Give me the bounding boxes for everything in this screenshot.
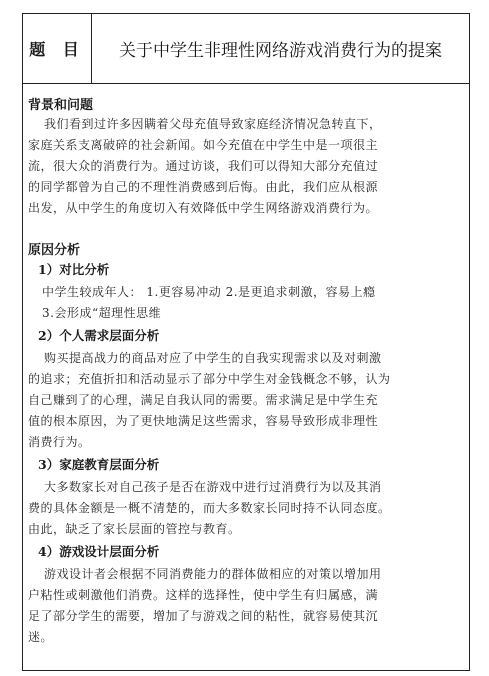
background-line: 流，很大众的消费行为。通过访谈，我们可以得知大部分充值过 — [28, 159, 379, 173]
subsection-title-personal: 2）个人需求层面分析 — [38, 328, 160, 343]
analysis-line: 由此，缺乏了家长层面的管控与教育。 — [28, 522, 241, 536]
analysis-line: 消费行为。 — [28, 435, 91, 449]
background-heading: 背景和问题 — [28, 98, 94, 113]
subsection-title-family: 3）家庭教育层面分析 — [38, 457, 160, 472]
analysis-line: 迷。 — [28, 630, 54, 644]
analysis-line: 值的根本原因，为了更快地满足这些需求，容易导致形成非理性 — [28, 414, 379, 428]
subsection-title-comparison: 1）对比分析 — [38, 262, 110, 277]
background-line: 家庭关系支离破碎的社会新闻。如今充值在中学生中是一项很主 — [28, 138, 379, 152]
analysis-line: 购买提高战力的商品对应了中学生的自我实现需求以及对刺激 — [44, 351, 382, 365]
proposal-body — [28, 84, 465, 670]
analysis-line: 大多数家长对自己孩子是否在游戏中进行过消费行为以及其消 — [44, 480, 382, 494]
analysis-heading: 原因分析 — [28, 243, 81, 258]
analysis-line: 3.会形成“超理性思维 — [42, 306, 162, 320]
analysis-line: 的追求；充值折扣和活动显示了部分中学生对金钱概念不够，认为 — [28, 372, 391, 386]
proposal-form — [22, 13, 470, 671]
title-row — [23, 14, 469, 84]
analysis-line: 中学生较成年人： 1.更容易冲动 2.是更追求刺激，容易上瘾 — [42, 285, 376, 299]
proposal-title: 关于中学生非理性网络游戏消费行为的提案 — [119, 41, 442, 61]
analysis-line: 户粘性或刺激他们消费。这样的选择性，使中学生有归属感，满 — [28, 588, 379, 602]
analysis-line: 费的具体金额是一概不清楚的，而大多数家长同时持不认同态度。 — [28, 501, 391, 515]
analysis-line: 游戏设计者会根据不同消费能力的群体做相应的对策以增加用 — [44, 567, 382, 581]
subsection-title-game-design: 4）游戏设计层面分析 — [38, 544, 160, 559]
analysis-line: 足了部分学生的需要，增加了与游戏之间的粘性，就容易使其沉 — [28, 609, 379, 623]
background-line: 的同学都曾为自己的不理性消费感到后悔。由此，我们应从根源 — [28, 180, 379, 194]
background-line: 出发，从中学生的角度切入有效降低中学生网络游戏消费行为。 — [28, 201, 379, 215]
background-line: 我们看到过许多因瞒着父母充值导致家庭经济情况急转直下， — [44, 117, 382, 131]
analysis-line: 自己赚到了的心理，满足自我认同的需要。需求满足是中学生充 — [28, 393, 379, 407]
title-label: 题 目 — [23, 14, 92, 83]
